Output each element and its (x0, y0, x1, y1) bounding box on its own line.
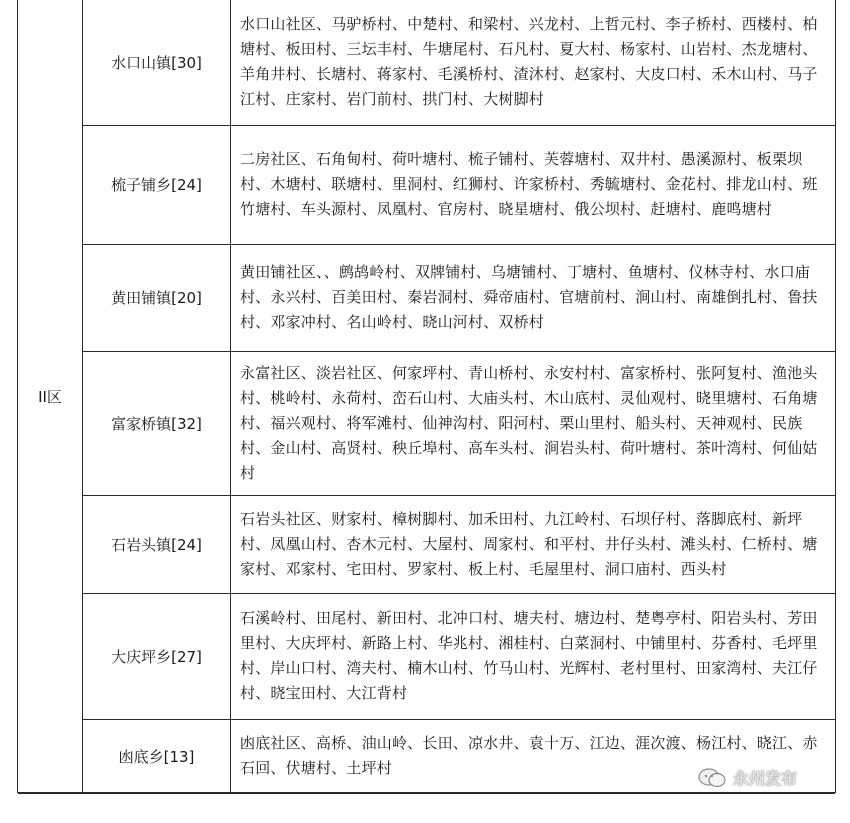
table-row (18, 244, 835, 351)
wechat-chat-icon (697, 767, 727, 789)
town-name: 凼底乡[13] (83, 719, 231, 793)
table-row (18, 0, 835, 125)
town-name: 梳子铺乡[24] (83, 125, 231, 244)
town-name: 大庆坪乡[27] (83, 593, 231, 719)
village-list-table (18, 0, 835, 794)
town-name: 石岩头镇[24] (83, 495, 231, 593)
village-list: 石溪岭村、田尾村、新田村、北冲口村、塘夫村、塘边村、楚粤亭村、阳岩头村、芳田里村、大庆坪村、新路上村、华兆村、湘桂村、白菜洞村、中铺里村、芬香村、毛坪里村、岸山口村、湾夫村、楠木山村、竹马山村、光辉村、老村里村、田家湾村、夫江仔村、晓宝田村、大江背村 (231, 593, 836, 719)
watermark (697, 766, 797, 789)
town-name: 富家桥镇[32] (83, 351, 231, 495)
table-row (18, 351, 835, 495)
village-list: 石岩头社区、财家村、樟树脚村、加禾田村、九江岭村、石坝仔村、落脚底村、新坪村、凤凰山村、杏木元村、大屋村、周家村、和平村、井仔头村、滩头村、仁桥村、塘家村、邓家村、宅田村、罗家村、板上村、毛屋里村、洞口庙村、西头村 (231, 495, 836, 593)
table-row (18, 125, 835, 244)
village-list: 二房社区、石角甸村、荷叶塘村、梳子铺村、芙蓉塘村、双井村、愚溪源村、板栗坝村、木塘村、联塘村、里洞村、红狮村、许家桥村、秀毓塘村、金花村、排龙山村、班竹塘村、车头源村、凤凰村、官房村、晓星塘村、俄公坝村、赶塘村、鹿鸣塘村 (231, 125, 836, 244)
district-table (17, 0, 836, 793)
table-row (18, 593, 835, 719)
village-list: 凼底社区、高桥、油山岭、长田、凉水井、袁十万、江边、涯次渡、杨江村、晓江、赤石回、伏塘村、土坪村 (231, 719, 836, 793)
village-list: 永富社区、淡岩社区、何家坪村、青山桥村、永安村村、富家桥村、张阿复村、渔池头村、桃岭村、永荷村、峦石山村、大庙头村、木山底村、灵仙观村、晓里塘村、石角塘村、福兴观村、将军滩村、仙神沟村、阳河村、栗山里村、船头村、天神观村、民族村、金山村、高贤村、秧丘埠村、高车头村、涧岩头村、荷叶塘村、茶叶湾村、何仙姑村 (231, 351, 836, 495)
zone-label: II区 (18, 0, 83, 793)
watermark-text: 永州发布 (733, 769, 798, 788)
table-row (18, 495, 835, 593)
town-name: 黄田铺镇[20] (83, 244, 231, 351)
village-list: 黄田铺社区、、鹧鸪岭村、双牌铺村、乌塘铺村、丁塘村、鱼塘村、仪林寺村、水口庙村、永兴村、百美田村、秦岩洞村、舜帝庙村、官塘前村、涧山村、南雄倒扎村、鲁扶村、邓家冲村、名山岭村、晓山河村、双桥村 (231, 244, 836, 351)
town-name: 水口山镇[30] (83, 0, 231, 125)
village-list: 水口山社区、马驴桥村、中楚村、和梁村、兴龙村、上哲元村、李子桥村、西楼村、柏塘村、板田村、三坛丰村、牛塘尾村、石凡村、夏大村、杨家村、山岩村、杰龙塘村、羊角井村、长塘村、蒋家村、毛溪桥村、渣沐村、赵家村、大皮口村、禾木山村、马子江村、庄家村、岩门前村、拱门村、大树脚村 (231, 0, 836, 125)
